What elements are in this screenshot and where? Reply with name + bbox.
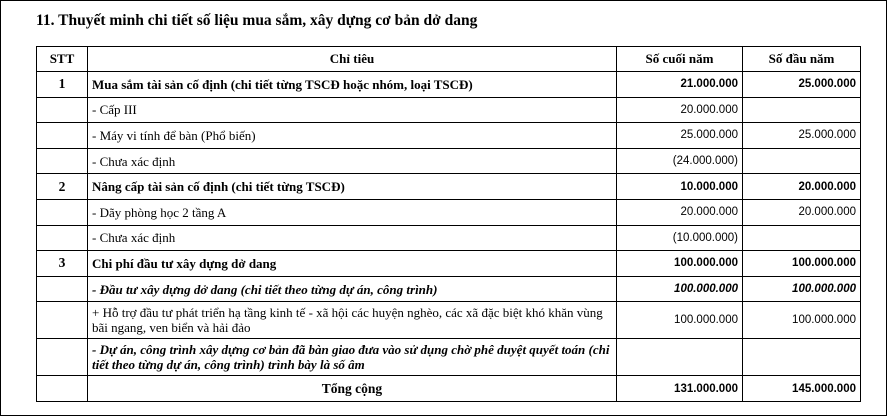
total-label: Tổng cộng — [88, 376, 617, 402]
row-stt — [37, 123, 88, 149]
table-row — [37, 97, 861, 123]
section-heading: 11. Thuyết minh chi tiết số liệu mua sắm, xây dựng cơ bản dở dang — [36, 12, 478, 29]
total-row — [37, 376, 861, 402]
table-row — [37, 302, 861, 339]
row-so-dau-nam — [743, 225, 861, 251]
row-stt: 3 — [37, 251, 88, 277]
table-row — [37, 225, 861, 251]
row-so-cuoi-nam: 21.000.000 — [617, 72, 743, 98]
row-so-dau-nam — [743, 148, 861, 174]
row-so-dau-nam: 100.000.000 — [743, 251, 861, 277]
row-so-cuoi-nam: 100.000.000 — [617, 251, 743, 277]
table-row — [37, 251, 861, 277]
row-so-cuoi-nam: 25.000.000 — [617, 123, 743, 149]
header-chi-tieu: Chỉ tiêu — [88, 47, 617, 72]
table-row — [37, 276, 861, 302]
row-label: - Chưa xác định — [88, 148, 617, 174]
row-so-dau-nam: 20.000.000 — [743, 199, 861, 225]
row-so-cuoi-nam: (10.000.000) — [617, 225, 743, 251]
row-so-dau-nam: 25.000.000 — [743, 123, 861, 149]
row-so-cuoi-nam: 100.000.000 — [617, 276, 743, 302]
table-row — [37, 72, 861, 98]
row-stt: 2 — [37, 174, 88, 200]
row-so-dau-nam: 100.000.000 — [743, 302, 861, 339]
row-label: - Máy vi tính để bàn (Phổ biến) — [88, 123, 617, 149]
row-label: Nâng cấp tài sản cố định (chi tiết từng TSCĐ) — [88, 174, 617, 200]
header-stt: STT — [37, 47, 88, 72]
row-label: - Dự án, công trình xây dựng cơ bản đã bàn giao đưa vào sử dụng chờ phê duyệt quyết toán (chi tiết theo từng dự án, công trình) trình bày là số âm — [88, 339, 617, 376]
row-so-cuoi-nam — [617, 339, 743, 376]
row-so-cuoi-nam: 100.000.000 — [617, 302, 743, 339]
row-stt — [37, 199, 88, 225]
row-so-dau-nam: 100.000.000 — [743, 276, 861, 302]
row-stt — [37, 97, 88, 123]
row-so-cuoi-nam: 20.000.000 — [617, 97, 743, 123]
total-so-dau-nam: 145.000.000 — [743, 376, 861, 402]
table-row — [37, 174, 861, 200]
row-stt — [37, 276, 88, 302]
row-label: Chi phí đầu tư xây dựng dở dang — [88, 251, 617, 277]
row-label: Mua sắm tài sản cố định (chi tiết từng TSCĐ hoặc nhóm, loại TSCĐ) — [88, 72, 617, 98]
row-label: - Chưa xác định — [88, 225, 617, 251]
row-stt — [37, 225, 88, 251]
row-stt — [37, 339, 88, 376]
row-label: + Hỗ trợ đầu tư phát triển hạ tầng kinh tế - xã hội các huyện nghèo, các xã đặc biệt khó khăn vùng bãi ngang, ven biển và hải đảo — [88, 302, 617, 339]
table-row — [37, 123, 861, 149]
table-row — [37, 339, 861, 376]
total-stt — [37, 376, 88, 402]
table-row — [37, 199, 861, 225]
row-stt: 1 — [37, 72, 88, 98]
row-label: - Cấp III — [88, 97, 617, 123]
table-header-row — [37, 47, 861, 72]
row-so-cuoi-nam: (24.000.000) — [617, 148, 743, 174]
row-so-cuoi-nam: 10.000.000 — [617, 174, 743, 200]
row-so-dau-nam: 25.000.000 — [743, 72, 861, 98]
row-so-dau-nam — [743, 339, 861, 376]
row-so-cuoi-nam: 20.000.000 — [617, 199, 743, 225]
row-label: - Dãy phòng học 2 tầng A — [88, 199, 617, 225]
row-so-dau-nam — [743, 97, 861, 123]
row-stt — [37, 148, 88, 174]
total-so-cuoi-nam: 131.000.000 — [617, 376, 743, 402]
header-so-dau-nam: Số đầu năm — [743, 47, 861, 72]
row-stt — [37, 302, 88, 339]
construction-detail-table — [36, 46, 861, 402]
header-so-cuoi-nam: Số cuối năm — [617, 47, 743, 72]
row-label: - Đầu tư xây dựng dở dang (chi tiết theo từng dự án, công trình) — [88, 276, 617, 302]
row-so-dau-nam: 20.000.000 — [743, 174, 861, 200]
table-row — [37, 148, 861, 174]
